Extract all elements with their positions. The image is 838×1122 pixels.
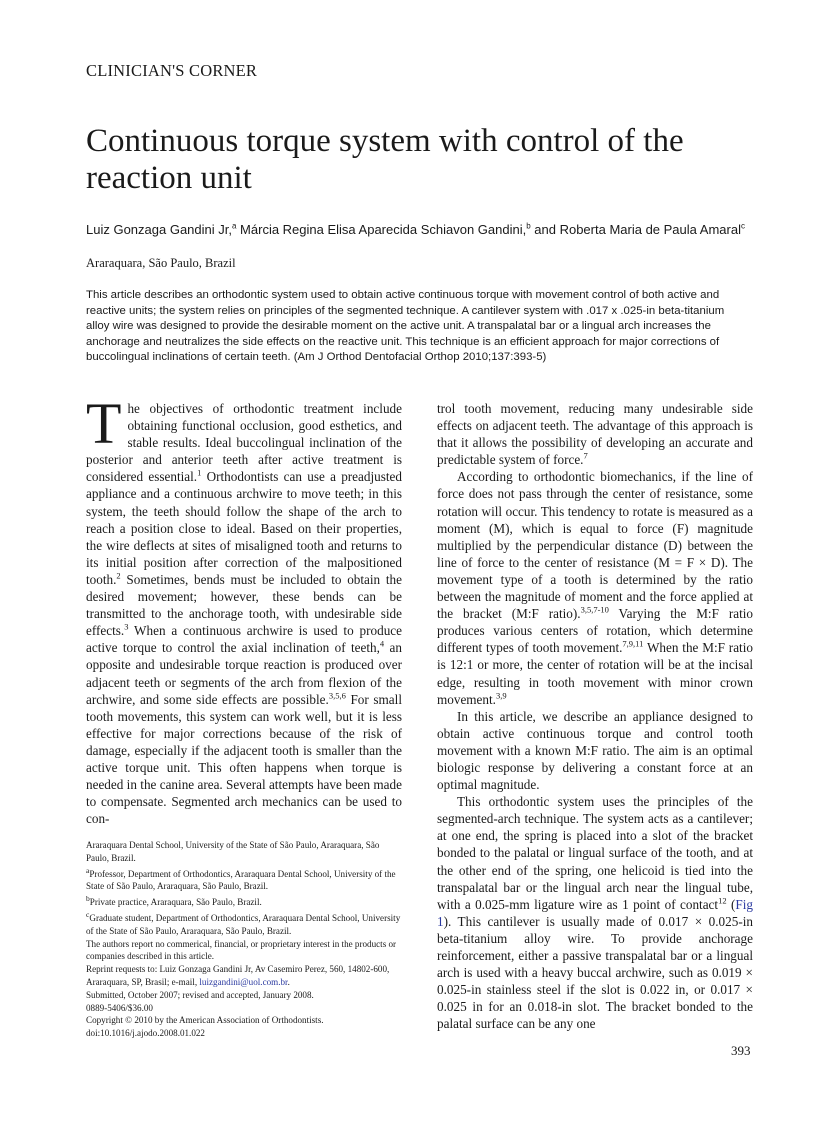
footnote-affiliation: Araraquara Dental School, University of the State of São Paulo, Araraquara, São Paulo, Brazil. <box>86 840 380 863</box>
author-2: Márcia Regina Elisa Aparecida Schiavon Gandini, <box>236 222 527 237</box>
footnote-copyright: Copyright © 2010 by the American Association of Orthodontists. <box>86 1015 324 1026</box>
footnote-b: $^b$Private practice, Araraquara, São Paulo, Brazil. <box>86 894 262 908</box>
footnotes <box>86 839 402 1040</box>
citation-ref[interactable]: 3,9 <box>495 690 507 701</box>
author-3-affiliation-mark: c <box>740 221 745 231</box>
body-paragraph: trol tooth movement, reducing many undesirable side effects on adjacent teeth. The advantage of this approach is that it allows the possibility of developing an accurate and predictable system of force.$^7$ <box>437 401 753 468</box>
citation-ref[interactable]: 1 <box>197 467 202 478</box>
body-paragraph: The objectives of orthodontic treatment include obtaining functional occlusion, good esthetics, and stable results. Ideal buccolingual inclination of the posterior and anterior teeth after active treatment is considered essential.$^1$ Orthodontists can use a preadjusted appliance and a continuous archwire to move teeth; in this system, the teeth should follow the shape of the arch to reach a position close to ideal. Based on their properties, the wire deflects at sites of misaligned tooth and returns to its initial position after correction of the malpositioned tooth.$^2$ Sometimes, bends must be included to obtain the desired movement; however, these bends can be transmitted to the anchorage tooth, with undesirable side effects.$^3$ When a continuous archwire is used to produce active torque to control the axial inclination of teeth,$^4$ an opposite and undesirable torque reaction is produced over adjacent teeth or segments of the arch from flexion of the archwire, and some side effects are possible.$^{3,5,6}$ For small tooth movements, this system can work well, but it is less effective for major corrections because of the risk of damage, especially if the adjacent tooth is smaller than the active torque unit. This often happens when torque is needed in the canine area. Several attempts have been made to compensate. Segmented arch mechanics can be used to con- <box>86 391 402 827</box>
body-column-left <box>86 391 402 827</box>
citation-ref[interactable]: 2 <box>116 570 121 581</box>
citation-ref[interactable]: 3,5,6 <box>328 690 346 701</box>
section-heading: CLINICIAN'S CORNER <box>86 61 258 80</box>
citation-ref[interactable]: 4 <box>379 638 385 649</box>
citation-ref[interactable]: 3,5,7-10 <box>580 604 609 615</box>
author-1-affiliation-mark: a <box>231 221 237 231</box>
footnote-c: $^c$Graduate student, Department of Orthodontics, Araraquara Dental School, University of the State of São Paulo, Araraquara, São Paulo, Brazil. <box>86 910 401 936</box>
footnote-reprint: Reprint requests to: Luiz Gonzaga Gandini Jr, Av Casemiro Perez, 560, 14802-600, Araraquara, SP, Brasil; e-mail, luizgandini@uol.com.br. <box>86 964 390 988</box>
citation-ref[interactable]: 3 <box>124 621 129 632</box>
body-paragraph: In this article, we describe an appliance designed to obtain active continuous torque and control tooth movement with a known M:F ratio. The aim is an optimal biologic response by delivering a constant force at an optimal magnitude. <box>437 708 753 793</box>
citation-ref[interactable]: 7,9,11 <box>622 638 644 649</box>
article-title: Continuous torque system with control of the reaction unit <box>86 123 684 196</box>
author-3: and Roberta Maria de Paula Amaral <box>530 222 741 237</box>
author-list <box>86 221 756 238</box>
footnote-doi: doi:10.1016/j.ajodo.2008.01.022 <box>86 1028 205 1039</box>
body-paragraph: According to orthodontic biomechanics, if the line of force does not pass through the center of resistance, some rotation will occur. This tendency to rotate is measured as a moment (M), which is equal to force (F) magnitude multiplied by the perpendicular distance (D) between the line of force to the center of resistance (M = F × D). The movement type of a tooth is determined by the ratio between the magnitude of moment and the force applied at the bracket (M:F ratio).$^{3,5,7-10}$ Varying the M:F ratio produces various centers of rotation, which determine different types of tooth movement.$^{7,9,11}$ When the M:F ratio is 12:1 or more, the center of rotation will be at the incisal edge, resulting in tooth movement with minor crown movement.$^{3,9}$ <box>437 469 753 707</box>
page-number: 393 <box>731 1043 751 1058</box>
body-column-right <box>437 400 753 1032</box>
footnote-issn: 0889-5406/$36.00 <box>86 1002 153 1013</box>
footnote-a: $^a$Professor, Department of Orthodontics, Araraquara Dental School, University of the State of São Paulo, Araraquara, São Paulo, Brazil. <box>86 865 396 892</box>
abstract: This article describes an orthodontic system used to obtain active continuous torque with movement control of both active and reactive units; the system relies on principles of the segmented technique. A cantilever system with .017 x .025-in beta-titanium alloy wire was designed to provide the desirable moment on the active unit. A transpalatal bar or a lingual arch increases the anchorage and neutralizes the side effects on the reactive unit. This technique is an efficient approach for major corrections of buccolingual inclinations of certain teeth. (Am J Orthod Dentofacial Orthop 2010;137:393-5) <box>86 289 725 364</box>
author-location: Araraquara, São Paulo, Brazil <box>86 256 236 270</box>
footnote-submitted: Submitted, October 2007; revised and accepted, January 2008. <box>86 989 314 1000</box>
citation-ref[interactable]: 7 <box>583 450 588 461</box>
author-2-affiliation-mark: b <box>526 221 531 231</box>
email-link[interactable]: luizgandini@uol.com.br <box>199 977 288 988</box>
body-paragraph: This orthodontic system uses the principles of the segmented-arch technique. The system acts as a cantilever; at one end, the spring is placed into a slot of the bracket bonded to the palatal or lingual surface of the tooth, and at the other end of the spring, one helicoid is tied into the transpalatal bar or the lingual arch near the lingual tube, with a 0.025-mm ligature wire as 1 point of contact$^{12}$ (Fig 1). This cantilever is usually made of 0.017 × 0.025-in beta-titanium alloy wire. To provide anchorage reinforcement, either a passive transpalatal bar or a lingual arch is used with a heavy buccal archwire, such as 0.019 × 0.025-in stainless steel if the slot is 0.022 in, or 0.017 × 0.025 in for an 0.018-in slot. The bracket bonded to the palatal surface can be any one <box>437 794 753 1032</box>
drop-cap: T <box>86 391 122 456</box>
citation-ref[interactable]: 12 <box>718 895 727 906</box>
footnote-disclosure: The authors report no commerical, financial, or proprietary interest in the products or companies described in this article. <box>86 938 397 962</box>
author-1: Luiz Gonzaga Gandini Jr, <box>86 222 232 237</box>
figure-link[interactable]: Fig 1 <box>437 896 753 929</box>
